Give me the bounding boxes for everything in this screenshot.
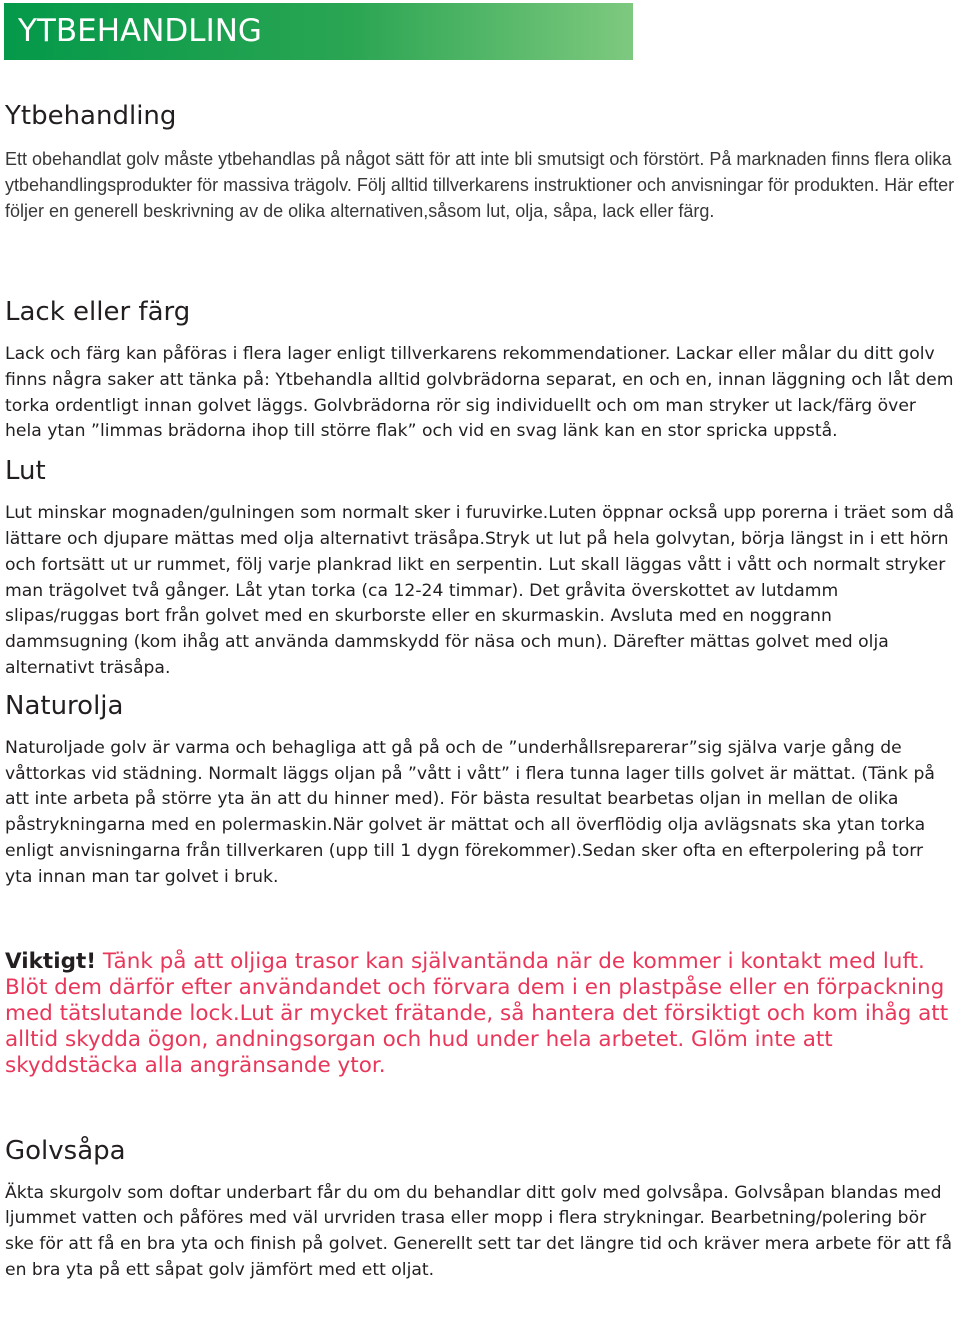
paragraph-ytbehandling: Ett obehandlat golv måste ytbehandlas på något sätt för att inte bli smutsigt och förstört. På marknaden finns flera olika ytbehandlingsprodukter för massiva trägolv. Följ alltid tillverkarens instruktioner och anvisningar för produkten. Här efter följer en generell beskrivning av de olika alternativen,såsom lut, olja, såpa, lack eller färg. xyxy=(5,149,955,221)
banner-title: YTBEHANDLING xyxy=(18,13,262,49)
paragraph-naturolja: Naturoljade golv är varma och behagliga att gå på och de ”underhållsreparerar”sig själva varje gång de våttorkas vid städning. Normalt läggs oljan på ”vått i vått” i flera tunna lager tills golvet är mättat. (Tänk på att inte arbeta på större yta än att du hinner med). För bästa resultat bearbetas oljan in mellan de olika påstrykningarna med en polermaskin.När golvet är mättat och all överflödig olja avlägsnats ska ytan torka enligt anvisningarna från tillverkaren (upp till 1 dygn förekommer).Sedan sker ofta en efterpolering på torr yta innan man tar golvet i bruk. xyxy=(5,737,935,887)
heading-naturolja: Naturolja xyxy=(5,690,124,721)
warning-notice xyxy=(5,949,955,1079)
heading-ytbehandling: Ytbehandling xyxy=(5,101,177,131)
heading-golvsapa: Golvsåpa xyxy=(5,1135,126,1166)
heading-lack-eller-farg: Lack eller färg xyxy=(5,297,191,327)
paragraph-lut: Lut minskar mognaden/gulningen som normalt sker i furuvirke.Luten öppnar också upp porerna i träet som då lättare och djupare mättas med olja alternativt träsåpa.Stryk ut lut på hela golvytan, börja längst in i ett hörn och fortsätt ut ur rummet, följ varje plankrad likt en serpentin. Lut skall läggas vått i vått och normalt stryker man trägolvet två gånger. Låt ytan torka (ca 12-24 timmar). Det gråvita överskottet av lutdamm slipas/ruggas bort från golvet med en skurborste eller en skurmaskin. Avsluta med en noggrann dammsugning (kom ihåg att använda dammskydd för näsa och mun). Därefter mättas golvet med olja alternativt träsåpa. xyxy=(5,503,955,678)
heading-lut: Lut xyxy=(5,456,46,487)
warning-text: Tänk på att oljiga trasor kan självantända när de kommer i kontakt med luft. Blöt dem därför efter användandet och förvara dem i en plastpåse eller en förpackning med tätslutande lock.Lut är mycket frätande, så hantera det försiktigt och kom ihåg att alltid skydda ögon, andningsorgan och hud under hela arbetet. Glöm inte att skyddstäcka alla angränsande ytor. xyxy=(5,948,949,1078)
paragraph-golvsapa: Äkta skurgolv som doftar underbart får du om du behandlar ditt golv med golvsåpa. Golvsåpan blandas med ljummet vatten och påföres med väl urvriden trasa eller mopp i flera strykningar. Bearbetning/polering bör ske för att få en bra yta och finish på golvet. Generellt sett tar det längre tid och kräver mera arbete för att få en bra yta på ett såpat golv jämfört med ett oljat. xyxy=(5,1182,953,1280)
document-body xyxy=(5,96,955,1284)
paragraph-lack-eller-farg: Lack och färg kan påföras i flera lager enligt tillverkarens rekommendationer. Lackar eller målar du ditt golv finns några saker att tänka på: Ytbehandla alltid golvbrädorna separat, en och en, innan läggning och låt dem torka ordentligt innan golvet läggs. Golvbrädorna rör sig individuellt och om man stryker ut lack/färg över hela ytan ”limmas brädorna ihop till större flak” och vid en svag länk kan en stor spricka uppstå. xyxy=(5,344,954,442)
section-banner xyxy=(4,3,633,60)
warning-lead: Viktigt! xyxy=(5,948,97,974)
